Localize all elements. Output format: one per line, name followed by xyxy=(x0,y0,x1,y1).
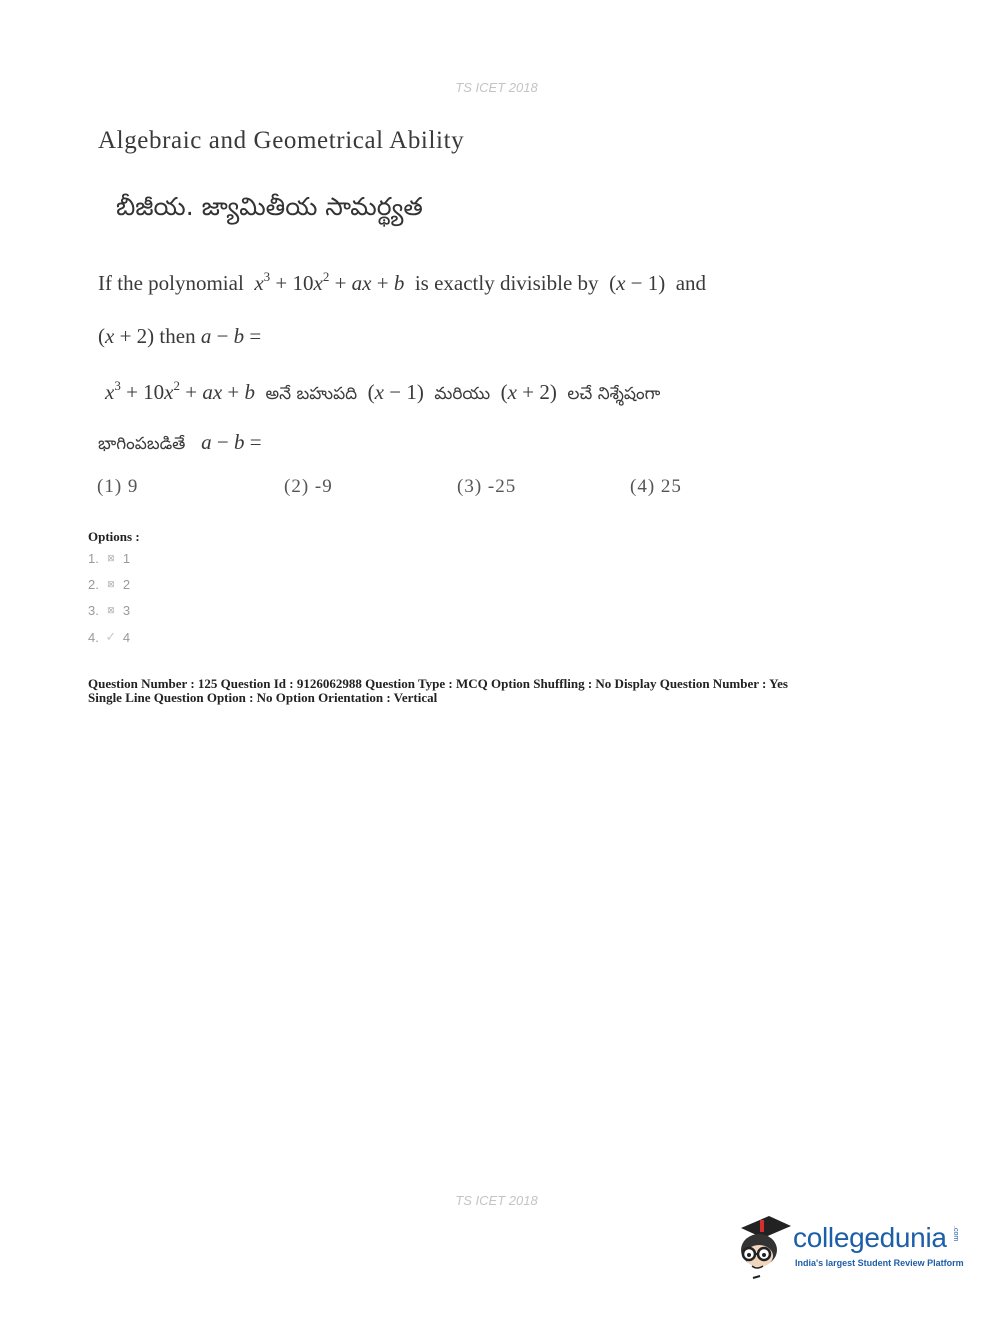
option-number: 4. xyxy=(88,629,99,645)
question-telugu-lache: లచే నిశ్శేషంగా xyxy=(567,384,661,404)
option-value: 1 xyxy=(122,551,131,566)
exam-header: TS ICET 2018 xyxy=(455,80,538,95)
question-line-telugu-1: $x^3 + 10x^2$ + ax + b అనే బహుపది (x − 1) మరియు (x + 2) లచే నిశ్శేషంగా xyxy=(105,378,661,404)
question-telugu-mariyu: మరియు xyxy=(434,384,491,404)
mascot-icon xyxy=(735,1212,793,1282)
option-value: 3 xyxy=(122,603,131,618)
exam-footer: TS ICET 2018 xyxy=(455,1193,538,1208)
option-value: 4 xyxy=(122,629,131,645)
option-number: 1. xyxy=(88,551,99,566)
question-meta-line-2: Single Line Question Option : No Option Orientation : Vertical xyxy=(88,690,438,705)
check-icon: ✓ xyxy=(105,629,117,644)
question-telugu-ane: అనే బహుపది xyxy=(265,384,358,404)
option-row-1[interactable] xyxy=(88,551,130,566)
option-number: 3. xyxy=(88,603,99,618)
question-line-2: (x + 2) then a − b = xyxy=(98,324,262,348)
option-value: 2 xyxy=(122,577,131,592)
option-row-3[interactable] xyxy=(88,603,130,618)
question-mid: is exactly divisible by xyxy=(414,271,599,295)
choice-4: (4) 25 xyxy=(630,476,682,497)
options-heading: Options : xyxy=(88,529,140,544)
option-row-4[interactable] xyxy=(88,629,130,645)
choice-2: (2) -9 xyxy=(284,476,333,497)
question-and: and xyxy=(675,271,707,295)
cross-icon: ⊠ xyxy=(107,605,115,615)
option-row-2[interactable] xyxy=(88,577,130,592)
option-number: 2. xyxy=(88,577,99,592)
question-meta-line-1: Question Number : 125 Question Id : 9126062988 Question Type : MCQ Option Shuffling : No Display Question Number : Yes xyxy=(88,676,788,691)
brand-tagline: India's largest Student Review Platform xyxy=(795,1258,964,1268)
brand-logo[interactable] xyxy=(735,1212,965,1282)
question-prefix: If the polynomial xyxy=(98,271,244,295)
question-telugu-bhagim: భాగింపబడితే xyxy=(98,434,186,454)
brand-suffix: .com xyxy=(952,1226,959,1242)
question-line-telugu-2: భాగింపబడితే a − b = xyxy=(98,430,262,454)
cross-icon: ⊠ xyxy=(107,553,115,563)
cross-icon: ⊠ xyxy=(107,579,115,589)
section-title-telugu: బీజీయ. జ్యామితీయ సామర్థ్యత xyxy=(116,192,423,221)
choice-3: (3) -25 xyxy=(457,476,517,497)
section-title: Algebraic and Geometrical Ability xyxy=(98,127,465,154)
choice-1: (1) 9 xyxy=(97,476,139,497)
question-line-1: If the polynomial $x^3 + 10x^2$ + ax + b is exactly divisible by (x − 1) and xyxy=(98,269,707,295)
question-then: then xyxy=(159,324,196,348)
brand-name: collegedunia xyxy=(793,1222,947,1253)
